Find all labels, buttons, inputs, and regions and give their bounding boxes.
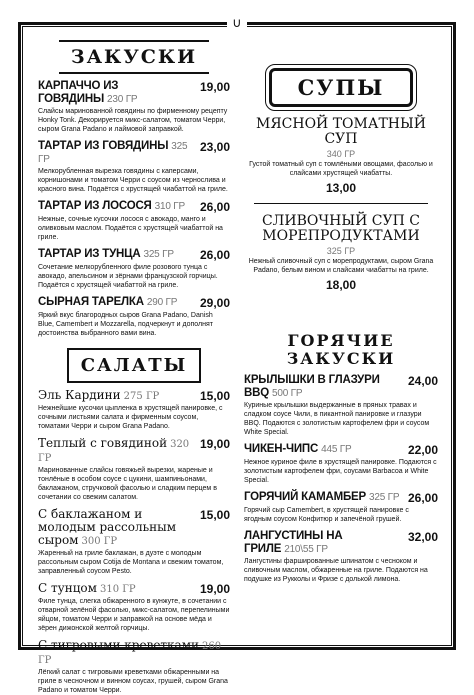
item-title: ЧИКЕН-ЧИПС	[244, 443, 319, 455]
item-weight: 290 ГР	[146, 297, 178, 308]
item-name	[38, 437, 200, 465]
hot-snacks-list	[244, 374, 438, 584]
item-weight: 230 ГР	[107, 94, 138, 105]
item-name	[38, 80, 200, 106]
item-description: Филе тунца, слегка обжаренного в кунжуте, в сочетании с отварной зелёной фасолью, микс-салатом, перепелиными яйцом, томатом Черри и заправкой на основе мёда и зёрен дижонской желтой горчицы.	[38, 598, 230, 632]
menu-item	[38, 389, 230, 431]
menu-item	[244, 443, 438, 485]
soups-heading: СУПЫ	[269, 68, 413, 107]
item-price: 22,00	[407, 443, 438, 457]
item-description: Яркий вкус благородных сыров Grana Padano, Danish Blue, Camembert и Mozzarella, подчеркнут и дополнят достоинства выбранного вами вина.	[38, 312, 213, 337]
soup-name: МЯСНОЙ ТОМАТНЫЙ СУП	[256, 116, 426, 147]
soup-divider	[254, 203, 428, 204]
snacks-heading: ЗАКУСКИ	[59, 40, 209, 74]
item-description: Слайсы маринованной говядины по фирменному рецепту Honky Tonk. Декорируется микс-салатом, томатом Черри, сыром Grana Padano и лаймовой заправкой.	[38, 108, 228, 133]
item-weight: 500 ГР	[271, 388, 303, 399]
item-weight: 310 ГР	[99, 584, 136, 595]
menu-item	[38, 200, 230, 242]
item-weight: 300 ГР	[81, 536, 118, 547]
item-description: Маринованные слайсы говяжьей вырезки, жареные и тонлёные в особом соусе с цукини, шампиньонами, баклажаном, стручковой фасолью и сладким перцем в сочетании со свежим салатом.	[38, 467, 217, 501]
item-name	[244, 530, 408, 556]
item-title: Теплый с говядиной	[38, 436, 168, 450]
item-weight: 445 ГР	[321, 444, 352, 455]
item-weight: 320 ГР	[38, 439, 190, 464]
item-name	[38, 140, 200, 166]
item-header	[38, 389, 230, 403]
item-description: Нежнейшие кусочки цыпленка в хрустящей панировке, с сочными листьями салата и фирменным соусом, томатами Черри и сыром Grana Padano.	[38, 405, 223, 430]
item-description: Лёгкий салат с тигровыми креветками обжаренными на гриле в чесночном и винном соусах, грушей, сыром Grana Padano и томатом Черри.	[38, 669, 228, 694]
soup-price: 13,00	[325, 181, 357, 195]
item-header	[38, 80, 230, 106]
item-weight: 310 ГР	[154, 201, 185, 212]
item-description: Лангустины фаршированные шпинатом с чесноком и сливочным маслом, обжаренные на гриле. Подаются на подушке из Рукколы и Фризе с долькой лимона.	[244, 558, 428, 583]
item-weight: 260 ГР	[38, 641, 222, 666]
item-header	[38, 200, 230, 214]
item-title: С тигровыми креветками	[38, 638, 200, 652]
item-price: 29,00	[199, 296, 230, 310]
item-price: 19,00	[199, 437, 230, 451]
item-price: 15,00	[199, 389, 230, 403]
item-name	[244, 491, 399, 504]
item-price: 19,00	[199, 80, 230, 94]
item-name	[38, 200, 185, 213]
soup-description: Нежный сливочный суп с морепродуктами, сыром Grana Padano, белым вином и слайсами чиабатты на гриле.	[248, 258, 434, 274]
item-description: Куриные крылышки выдержанные в пряных травах и сладком соусе Чили, в пикантной панировке и глазури BBQ. Подаются с золотистым картофелем фри и соусом White Special.	[244, 402, 430, 436]
item-weight: 210\55 ГР	[284, 544, 328, 555]
menu-item	[244, 374, 438, 437]
item-name	[38, 639, 230, 667]
horseshoe-icon: ∪	[227, 16, 247, 32]
left-column	[38, 40, 230, 695]
item-price: 26,00	[199, 200, 230, 214]
item-title: ТАРТАР ИЗ ЛОСОСЯ	[38, 200, 152, 212]
item-header	[38, 639, 230, 667]
item-title: КАРПАЧЧО ИЗ ГОВЯДИНЫ	[38, 80, 119, 105]
item-name	[244, 374, 408, 400]
item-price: 15,00	[199, 508, 230, 522]
item-title: С тунцом	[38, 581, 97, 595]
item-title: С баклажаном и молодым рассольным сыром	[38, 507, 177, 547]
item-header	[38, 508, 230, 548]
soup-price: 18,00	[325, 278, 357, 292]
item-title: СЫРНАЯ ТАРЕЛКА	[38, 296, 144, 308]
item-header	[38, 296, 230, 310]
item-name	[38, 296, 177, 309]
item-name	[244, 443, 351, 456]
item-title: Эль Кардини	[38, 388, 121, 402]
item-weight: 325 ГР	[143, 249, 174, 260]
item-description: Сочетание мелкорубленного филе розового тунца с авокадо, апельсином и зёрнами французской горчицы. Подаётся с хрустящей чиабаттой на гриле.	[38, 264, 218, 289]
menu-item	[38, 248, 230, 290]
item-description: Горячий сыр Camembert, в хрустящей панировке с ягодным соусом Конфитюр и запечёной грушей.	[244, 507, 409, 523]
item-price: 32,00	[407, 530, 438, 544]
soup-weight: 340 ГР	[326, 149, 356, 159]
menu-item	[244, 530, 438, 584]
item-name	[38, 582, 136, 596]
menu-item	[38, 437, 230, 502]
soups-list	[244, 117, 438, 292]
item-header	[38, 248, 230, 262]
item-weight: 275 ГР	[123, 391, 160, 402]
item-weight: 325 ГР	[38, 141, 188, 165]
snacks-list	[38, 80, 230, 338]
salads-heading: САЛАТЫ	[67, 348, 201, 383]
soup-description: Густой томатный суп с томлёными овощами, фасолью и слайсами хрустящей чиабатты.	[249, 161, 433, 177]
menu-item	[38, 582, 230, 633]
item-weight: 325 ГР	[368, 492, 400, 503]
item-description: Мелкорубленная вырезка говядины с каперсами, корнишонами и томатом Черри с соусом из чернослива и красного вина. Подаётся с хрустящей чиабаттой на гриле.	[38, 168, 228, 193]
soup-item	[244, 214, 438, 292]
item-price: 23,00	[199, 140, 230, 154]
soup-weight: 325 ГР	[326, 246, 356, 256]
item-description: Нежное куриное филе в хрустящей панировке. Подаются с золотистым картофелем фри, соусами Barbacoa и White Special.	[244, 459, 437, 484]
item-description: Жаренный на гриле баклажан, в дуэте с молодым рассольным сыром Cotija de Montana и свежим томатом, заправленный соусом Pesto.	[38, 550, 224, 575]
item-header	[244, 491, 438, 505]
right-column	[244, 40, 438, 584]
menu-item	[38, 508, 230, 576]
item-title: ТАРТАР ИЗ ГОВЯДИНЫ	[38, 140, 169, 152]
item-title: ЛАНГУСТИНЫ НА ГРИЛЕ	[244, 530, 343, 555]
salads-list	[38, 389, 230, 695]
item-title: ТАРТАР ИЗ ТУНЦА	[38, 248, 141, 260]
menu-item	[38, 140, 230, 194]
item-price: 24,00	[407, 374, 438, 388]
item-header	[244, 530, 438, 556]
soup-item	[244, 117, 438, 195]
item-header	[244, 374, 438, 400]
item-price: 26,00	[407, 491, 438, 505]
item-header	[244, 443, 438, 457]
menu-item	[38, 296, 230, 338]
item-name	[38, 248, 174, 261]
item-description: Нежные, сочные кусочки лосося с авокадо, манго и оливковым маслом. Подаётся с хрустящей чиабаттой на гриле.	[38, 216, 223, 241]
hot-snacks-heading: ГОРЯЧИЕ ЗАКУСКИ	[286, 331, 396, 368]
menu-item	[244, 491, 438, 524]
item-header	[38, 140, 230, 166]
item-price: 26,00	[199, 248, 230, 262]
item-header	[38, 437, 230, 465]
item-name	[38, 508, 200, 548]
item-title: КРЫЛЫШКИ В ГЛАЗУРИ BBQ	[244, 374, 380, 399]
soup-name: СЛИВОЧНЫЙ СУП С МОРЕПРОДУКТАМИ	[261, 213, 421, 244]
item-price: 19,00	[199, 582, 230, 596]
menu-item	[38, 639, 230, 695]
menu-item	[38, 80, 230, 134]
item-header	[38, 582, 230, 596]
item-title: ГОРЯЧИЙ КАМАМБЕР	[244, 491, 366, 503]
item-name	[38, 389, 159, 403]
